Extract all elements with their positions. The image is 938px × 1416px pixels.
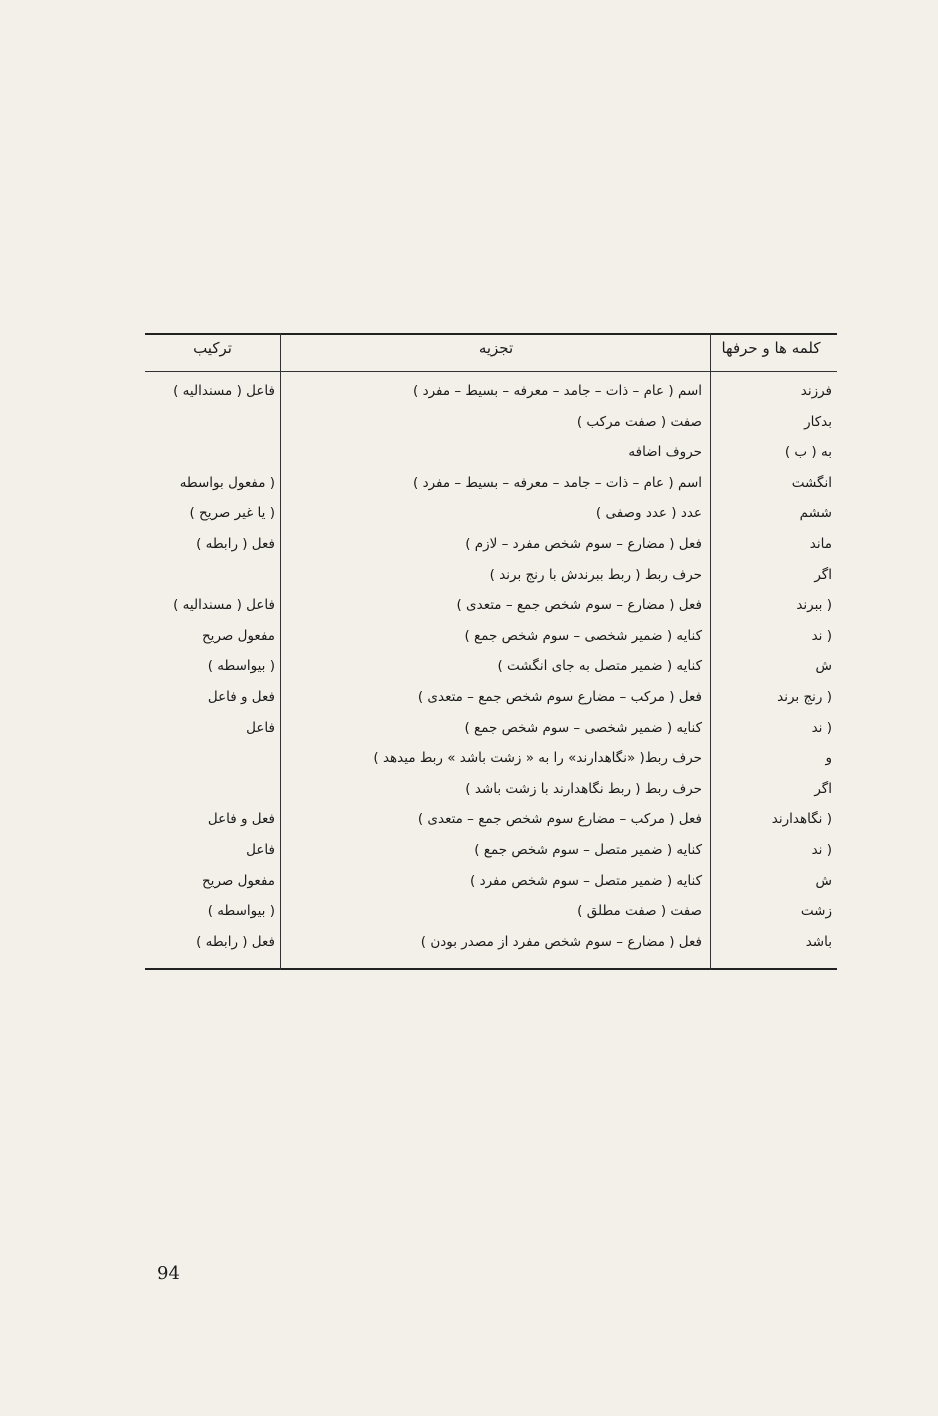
composition-cell: فاعل ( مسندالیه ) <box>173 597 275 613</box>
analysis-cell: فعل ( مضارع – سوم شخص جمع – متعدی ) <box>456 597 702 613</box>
word-cell: اگر <box>814 781 832 797</box>
analysis-cell: حرف ربط ( ربط نگاهدارند با زشت باشد ) <box>465 781 702 797</box>
analysis-cell: فعل ( مضارع – سوم شخص مفرد از مصدر بودن ) <box>420 934 702 950</box>
word-cell: ( ببرند <box>796 597 832 613</box>
header-composition: ترکیب <box>193 339 232 357</box>
word-cell: ش <box>815 873 832 889</box>
word-cell: و <box>825 750 832 766</box>
word-cell: ششم <box>799 505 832 521</box>
composition-cell: فعل و فاعل <box>207 811 275 827</box>
word-cell: اگر <box>814 567 832 583</box>
analysis-cell: حرف ربط ( ربط ببرندش با رنج برند ) <box>489 567 702 583</box>
analysis-cell: اسم ( عام – ذات – جامد – معرفه – بسیط – مفرد ) <box>413 475 702 491</box>
composition-cell: مفعول صریح <box>201 628 275 644</box>
analysis-cell: فعل ( مرکب – مضارع سوم شخص جمع – متعدی ) <box>417 689 702 705</box>
composition-cell: فعل ( رابطه ) <box>196 536 275 552</box>
composition-cell: فعل و فاعل <box>207 689 275 705</box>
header-analysis: تجزیه <box>478 339 514 357</box>
word-cell: ( ند <box>811 842 832 858</box>
composition-cell: فعل ( رابطه ) <box>196 934 275 950</box>
analysis-cell: حرف ربط( «نگاهدارند» را به « زشت باشد » ربط میدهد ) <box>373 750 702 766</box>
word-cell: بدکار <box>804 414 832 430</box>
word-cell: به ( ب ) <box>784 444 832 460</box>
page-number: 94 <box>157 1263 180 1284</box>
analysis-cell: کنایه ( ضمیر متصل به جای انگشت ) <box>497 658 702 674</box>
word-cell: ش <box>815 658 832 674</box>
analysis-cell: فعل ( مضارع – سوم شخص مفرد – لازم ) <box>465 536 702 552</box>
word-cell: فرزند <box>800 383 832 399</box>
column-divider-analysis <box>280 333 281 970</box>
composition-cell: ( مفعول بواسطه <box>179 475 275 491</box>
word-cell: انگشت <box>791 475 832 491</box>
grammar-analysis-table <box>145 333 835 978</box>
analysis-cell: کنایه ( ضمیر شخصی – سوم شخص جمع ) <box>464 628 702 644</box>
composition-cell: ( بیواسطه ) <box>207 903 275 919</box>
analysis-cell: عدد ( عدد وصفی ) <box>595 505 702 521</box>
analysis-cell: کنایه ( ضمیر متصل – سوم شخص مفرد ) <box>470 873 702 889</box>
composition-cell: فاعل <box>246 720 275 736</box>
composition-cell: ( بیواسطه ) <box>207 658 275 674</box>
analysis-cell: کنایه ( ضمیر متصل – سوم شخص جمع ) <box>474 842 702 858</box>
analysis-cell: فعل ( مرکب – مضارع سوم شخص جمع – متعدی ) <box>417 811 702 827</box>
composition-cell: فاعل ( مسندالیه ) <box>173 383 275 399</box>
column-divider-words <box>710 333 711 970</box>
analysis-cell: اسم ( عام – ذات – جامد – معرفه – بسیط – مفرد ) <box>413 383 702 399</box>
composition-cell: ( یا غیر صریح ) <box>189 505 275 521</box>
word-cell: ( ند <box>811 628 832 644</box>
table-bottom-rule <box>145 968 837 970</box>
word-cell: ( نگاهدارند <box>771 811 832 827</box>
word-cell: ( رنج برند <box>777 689 832 705</box>
analysis-cell: صفت ( صفت مرکب ) <box>576 414 702 430</box>
composition-cell: مفعول صریح <box>201 873 275 889</box>
word-cell: ( ند <box>811 720 832 736</box>
composition-cell: فاعل <box>246 842 275 858</box>
analysis-cell: حروف اضافه <box>628 444 702 460</box>
word-cell: زشت <box>800 903 832 919</box>
table-header-rule <box>145 371 837 372</box>
table-top-rule <box>145 333 837 335</box>
word-cell: ماند <box>809 536 832 552</box>
header-words: کلمه ها و حرفها <box>721 339 821 357</box>
analysis-cell: کنایه ( ضمیر شخصی – سوم شخص جمع ) <box>464 720 702 736</box>
word-cell: باشد <box>805 934 832 950</box>
analysis-cell: صفت ( صفت مطلق ) <box>577 903 702 919</box>
